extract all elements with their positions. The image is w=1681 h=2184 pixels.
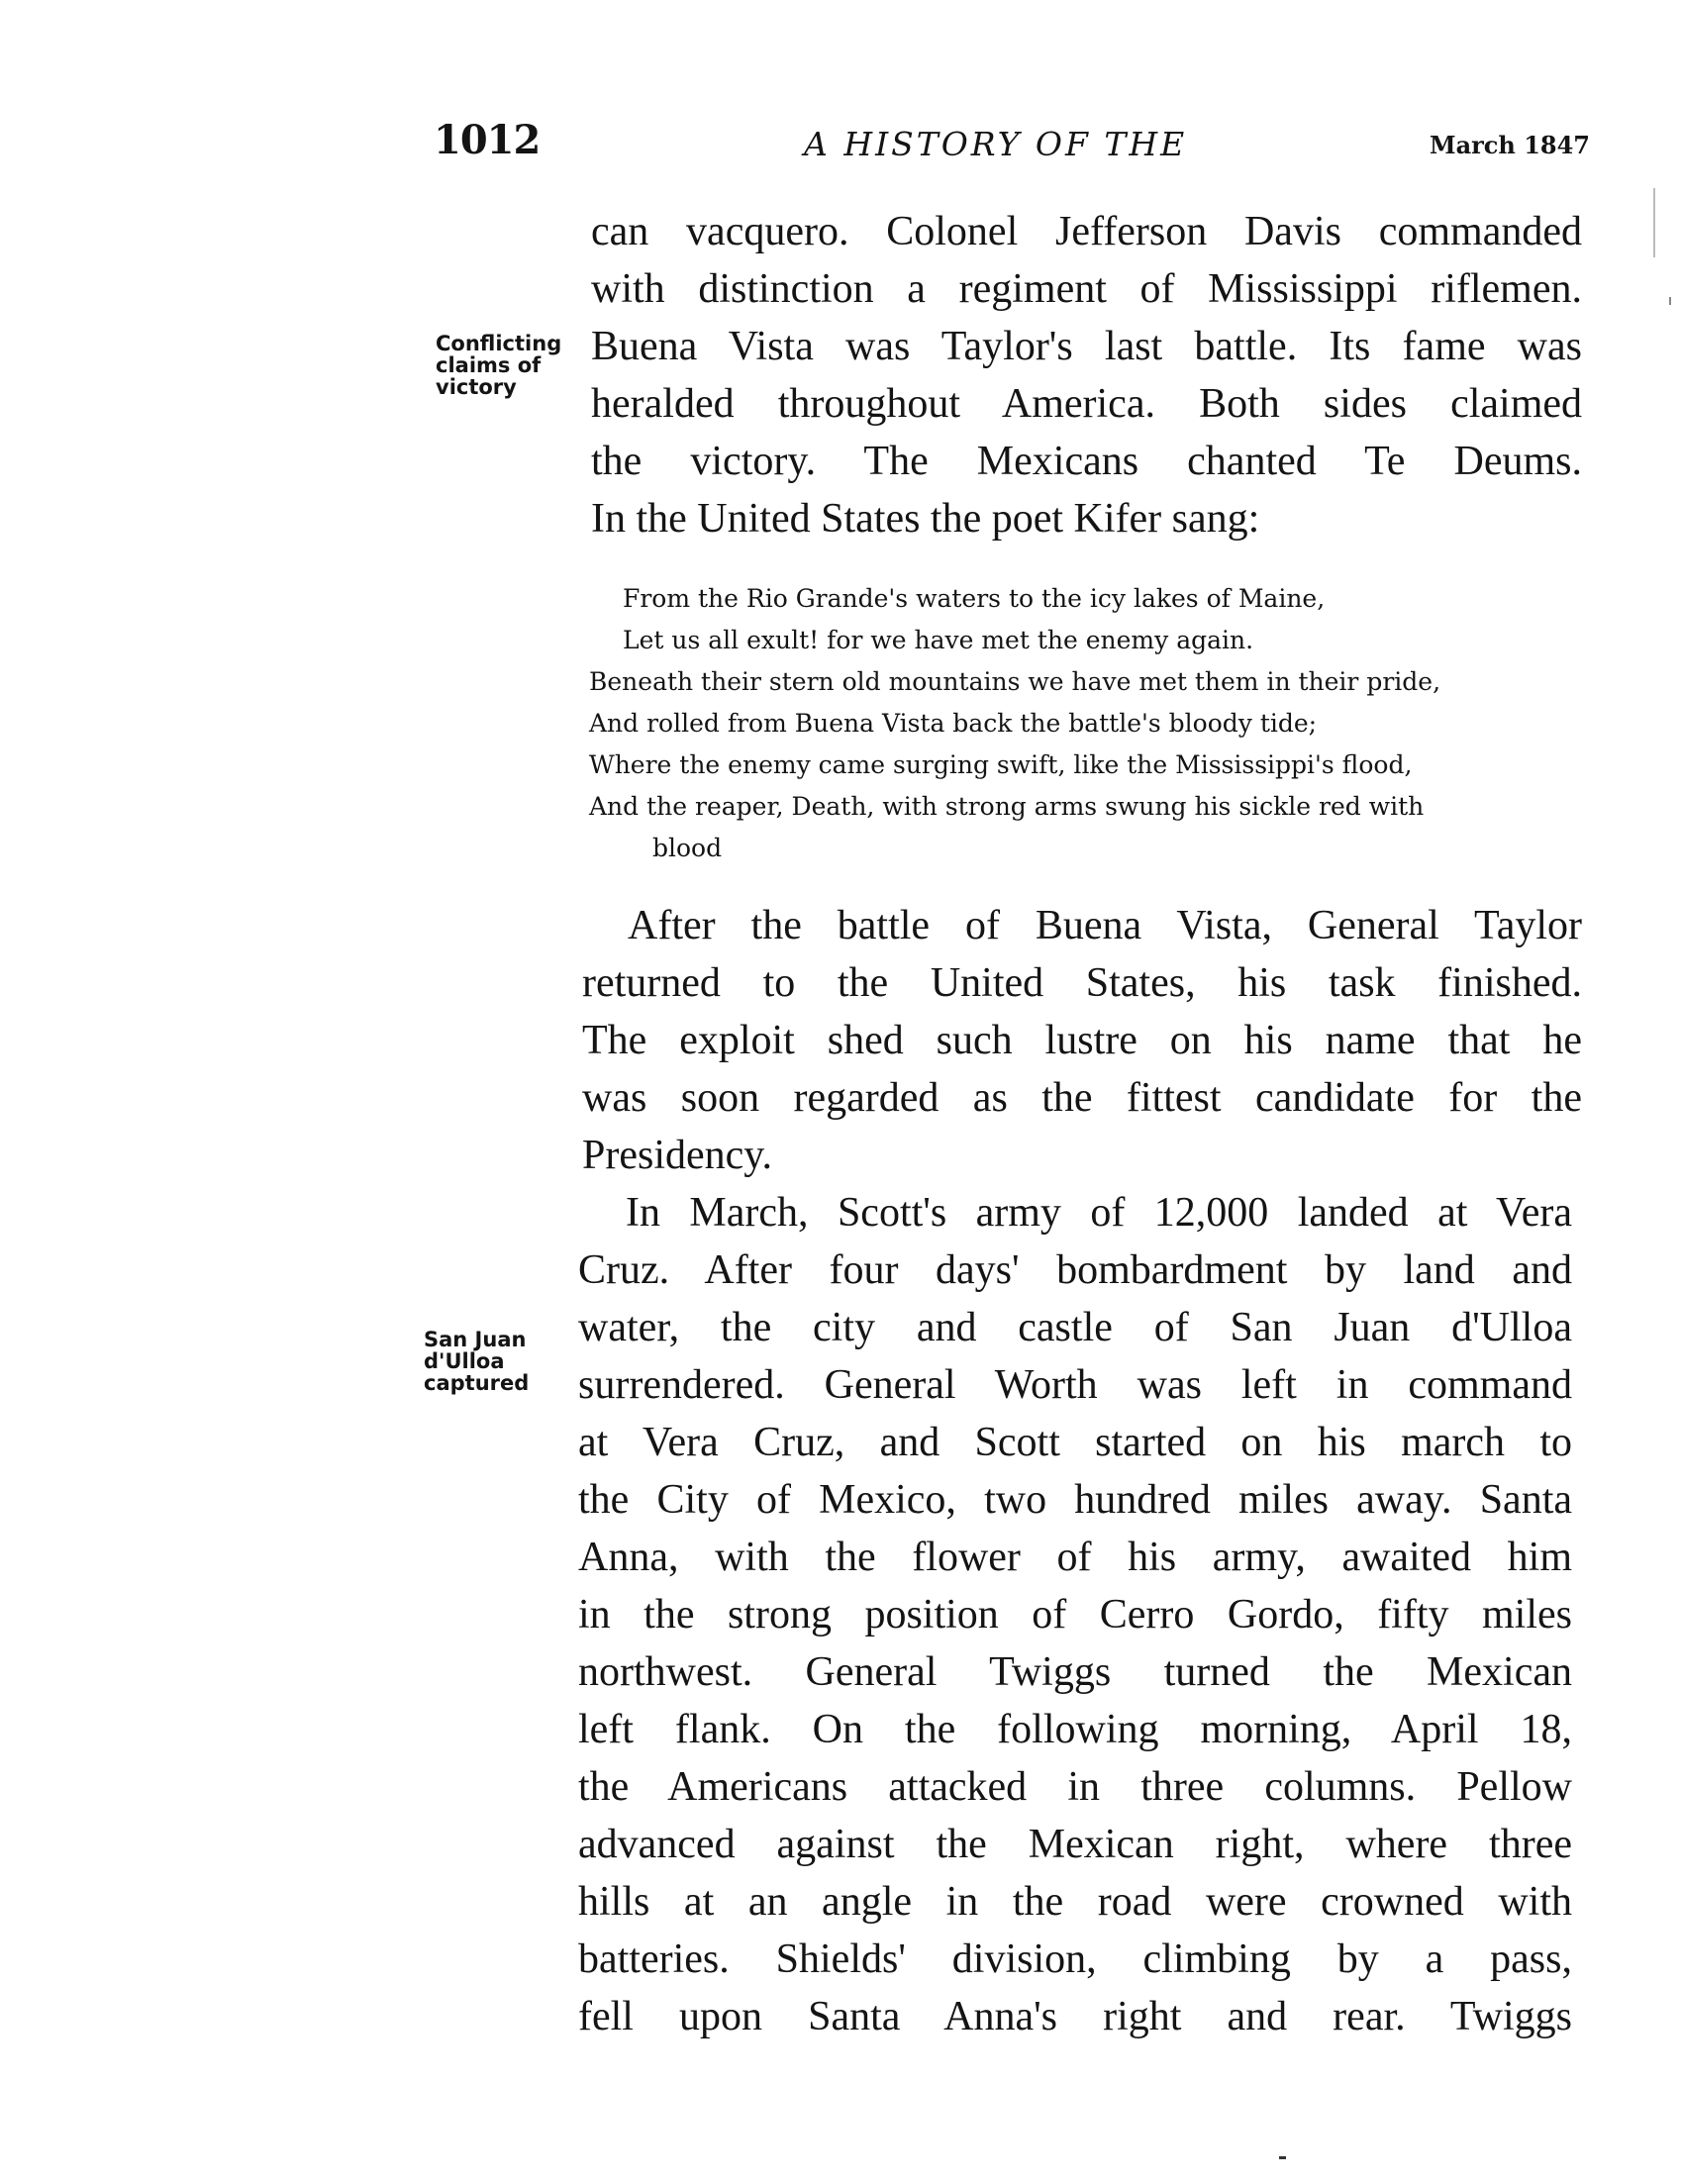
- margin-note-conflicting-claims: [436, 333, 561, 398]
- margin-note-line: Conflicting: [436, 332, 562, 355]
- text-line: at Vera Cruz, and Scott started on his march to: [578, 1420, 1572, 1465]
- text-line: in the strong position of Cerro Gordo, fifty miles: [578, 1592, 1572, 1638]
- margin-note-line: victory: [436, 375, 517, 399]
- text-line: the City of Mexico, two hundred miles away. Santa: [578, 1477, 1572, 1523]
- header-date: March 1847: [1430, 131, 1590, 159]
- text-line: heralded throughout America. Both sides claimed: [591, 381, 1582, 427]
- text-line: The exploit shed such lustre on his name that he: [582, 1018, 1582, 1063]
- margin-note-line: d'Ulloa: [424, 1349, 505, 1373]
- running-title: A HISTORY OF THE: [804, 125, 1188, 163]
- margin-note-line: captured: [424, 1371, 530, 1395]
- text-line: returned to the United States, his task finished.: [582, 960, 1582, 1006]
- page-header: [0, 117, 1681, 176]
- scan-edge-mark: [1653, 188, 1655, 257]
- text-line: Presidency.: [582, 1133, 773, 1178]
- margin-note-line: San Juan: [424, 1328, 527, 1351]
- poem: [589, 578, 1589, 875]
- text-line: Buena Vista was Taylor's last battle. Its fame was: [591, 324, 1582, 369]
- poem-line: Let us all exult! for we have met the enemy again.: [623, 626, 1254, 654]
- poem-line: Beneath their stern old mountains we have met them in their pride,: [589, 667, 1441, 696]
- text-line: left flank. On the following morning, April 18,: [578, 1707, 1572, 1752]
- poem-line: blood: [652, 834, 723, 862]
- scan-speck: [1669, 297, 1671, 305]
- text-line: the victory. The Mexicans chanted Te Deums.: [591, 439, 1582, 484]
- poem-line: Where the enemy came surging swift, like the Mississippi's flood,: [589, 750, 1413, 779]
- margin-note-san-juan-captured: [424, 1329, 529, 1394]
- text-line: fell upon Santa Anna's right and rear. Twiggs: [578, 1994, 1572, 2039]
- text-line: Cruz. After four days' bombardment by land and: [578, 1247, 1572, 1293]
- text-line: hills at an angle in the road were crowned with: [578, 1879, 1572, 1925]
- text-line: with distinction a regiment of Mississippi riflemen.: [591, 266, 1582, 312]
- text-line: In March, Scott's army of 12,000 landed at Vera: [626, 1190, 1572, 1236]
- text-line: surrendered. General Worth was left in command: [578, 1362, 1572, 1408]
- paragraph-1: [591, 203, 1582, 559]
- text-line: can vacquero. Colonel Jefferson Davis commanded: [591, 209, 1582, 254]
- text-line: batteries. Shields' division, climbing by a pass,: [578, 1936, 1572, 1982]
- margin-note-line: claims of: [436, 353, 542, 377]
- paragraph-2: [582, 897, 1582, 1194]
- text-line: the Americans attacked in three columns. Pellow: [578, 1764, 1572, 1810]
- text-line: advanced against the Mexican right, where three: [578, 1822, 1572, 1867]
- text-line: water, the city and castle of San Juan d'Ulloa: [578, 1305, 1572, 1350]
- text-line: In the United States the poet Kifer sang:: [591, 496, 1260, 542]
- text-line: northwest. General Twiggs turned the Mexican: [578, 1649, 1572, 1695]
- poem-line: And the reaper, Death, with strong arms swung his sickle red with: [589, 792, 1425, 821]
- text-line: was soon regarded as the fittest candidate for the: [582, 1075, 1582, 1121]
- poem-line: From the Rio Grande's waters to the icy lakes of Maine,: [623, 584, 1326, 613]
- page-number: 1012: [434, 117, 541, 163]
- scan-speck: [1279, 2156, 1286, 2159]
- text-line: Anna, with the flower of his army, awaited him: [578, 1535, 1572, 1580]
- paragraph-3: [578, 1184, 1572, 2055]
- poem-line: And rolled from Buena Vista back the battle's bloody tide;: [589, 709, 1318, 738]
- text-line: After the battle of Buena Vista, General Taylor: [628, 903, 1582, 948]
